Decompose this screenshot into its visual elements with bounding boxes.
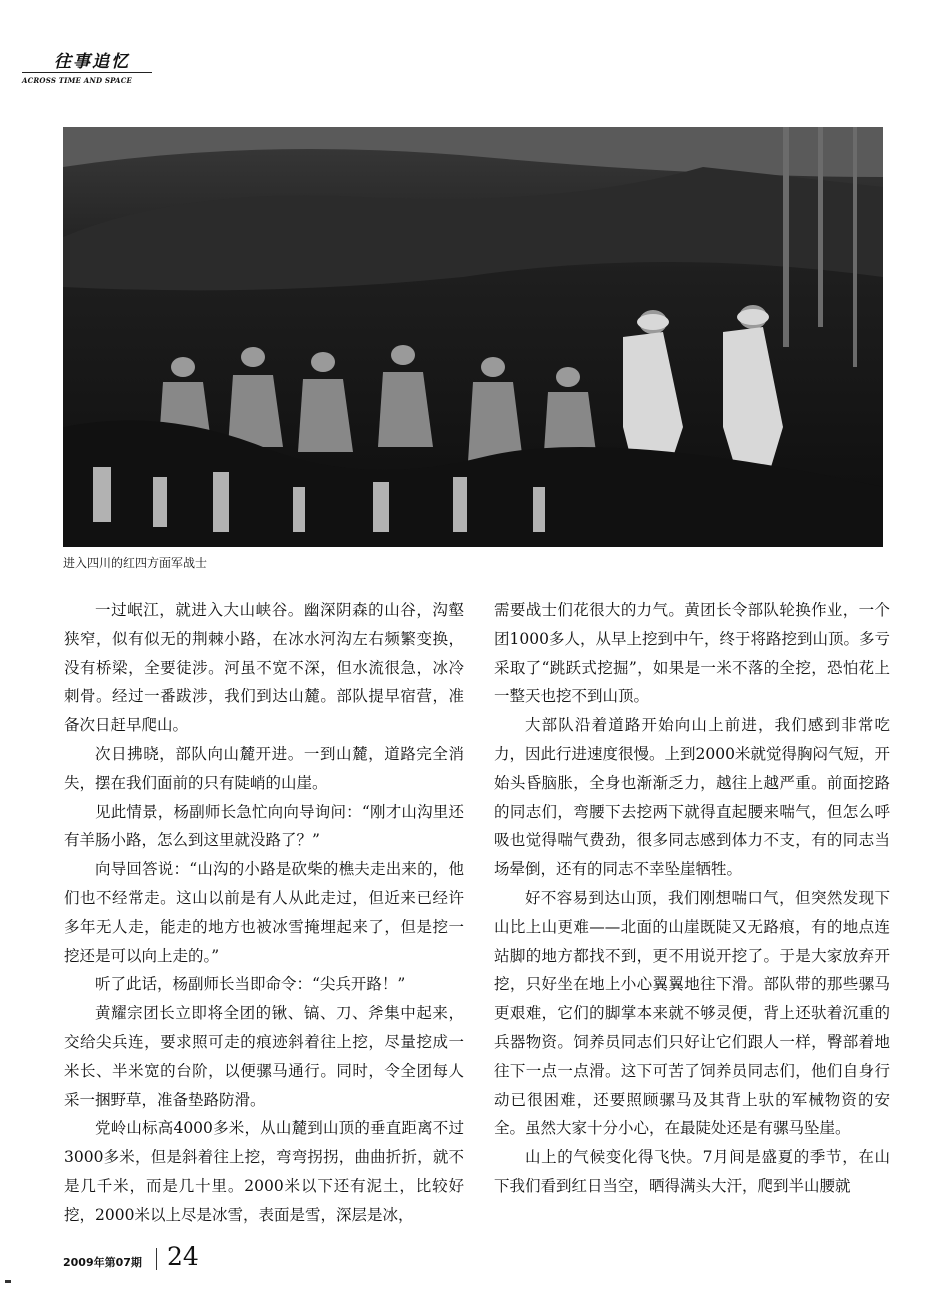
issue-label: 2009年第07期	[63, 1256, 142, 1269]
footer-divider	[156, 1248, 157, 1270]
historical-photo	[63, 127, 883, 547]
article-left-column	[64, 596, 464, 1230]
paragraph: 次日拂晓，部队向山麓开进。一到山麓，道路完全消失，摆在我们面前的只有陡峭的山崖。	[64, 744, 464, 792]
photo-image	[63, 127, 883, 547]
paragraph: 大部队沿着道路开始向山上前进，我们感到非常吃力，因此行进速度很慢。上到2000米就觉得胸闷气短，开始头昏脑胀，全身也渐渐乏力，越往上越严重。前面挖路的同志们，弯腰下去挖两下就得直起腰来喘气，但怎么呼吸也觉得喘气费劲，很多同志感到体力不支，有的同志当场晕倒，还有的同志不幸坠崖牺牲。	[494, 716, 890, 879]
paragraph: 黄耀宗团长立即将全团的锹、镐、刀、斧集中起来，交给尖兵连，要求照可走的痕迹斜着往上挖，尽量挖成一米长、半米宽的台阶，以便骡马通行。同时，令全团每人采一捆野草，准备垫路防滑。	[64, 1004, 464, 1109]
corner-mark	[5, 1280, 11, 1283]
paragraph: 一过岷江，就进入大山峡谷。幽深阴森的山谷，沟壑狭窄，似有似无的荆棘小路，在冰水河沟左右频繁变换，没有桥梁，全要徒涉。河虽不宽不深，但水流很急，冰冷刺骨。经过一番跋涉，我们到达山麓。部队提早宿营，准备次日赶早爬山。	[64, 601, 464, 735]
section-subtitle: ACROSS TIME AND SPACE	[22, 76, 132, 85]
paragraph: 山上的气候变化得飞快。7月间是盛夏的季节，在山下我们看到红日当空，晒得满头大汗，爬到半山腰就	[494, 1148, 890, 1195]
paragraph-continuation: 需要战士们花很大的力气。黄团长令部队轮换作业，一个团1000多人，从早上挖到中午，终于将路挖到山顶。多亏采取了“跳跃式挖掘”，如果是一米不落的全挖，恐怕花上一整天也挖不到山顶。	[494, 601, 890, 706]
paragraph: 听了此话，杨副师长当即命令：“尖兵开路！”	[95, 975, 406, 994]
paragraph: 向导回答说：“山沟的小路是砍柴的樵夫走出来的，他们也不经常走。这山以前是有人从此走过，但近来已经许多年无人走，能走的地方也被冰雪掩埋起来了，但是挖一挖还是可以向上走的。”	[64, 860, 464, 965]
section-title: 往事追忆	[54, 52, 130, 72]
header-rule	[22, 72, 152, 73]
photo-caption: 进入四川的红四方面军战士	[63, 556, 208, 570]
paragraph: 见此情景，杨副师长急忙向向导询问：“刚才山沟里还有羊肠小路，怎么到这里就没路了？”	[64, 802, 464, 850]
section-header	[22, 52, 222, 85]
paragraph: 好不容易到达山顶，我们刚想喘口气，但突然发现下山比上山更难——北面的山崖既陡又无路痕，有的地点连站脚的地方都找不到，更不用说开挖了。于是大家放弃开挖，只好坐在地上小心翼翼地往下滑。部队带的那些骡马更艰难，它们的脚掌本来就不够灵便，背上还驮着沉重的兵器物资。饲养员同志们只好让它们跟人一样，臀部着地往下一点一点滑。这下可苦了饲养员同志们，他们自身行动已很困难，还要照顾骡马及其背上驮的军械物资的安全。虽然大家十分小心，在最陡处还是有骡马坠崖。	[494, 888, 890, 1138]
article-right-column	[494, 596, 890, 1201]
page-number: 24	[167, 1242, 199, 1271]
paragraph: 党岭山标高4000多米，从山麓到山顶的垂直距离不过3000多米，但是斜着往上挖，弯弯拐拐，曲曲折折，就不是几千米，而是几十里。2000米以下还有泥土，比较好挖，2000米以上尽是冰雪，表面是雪，深层是冰，	[64, 1119, 464, 1224]
